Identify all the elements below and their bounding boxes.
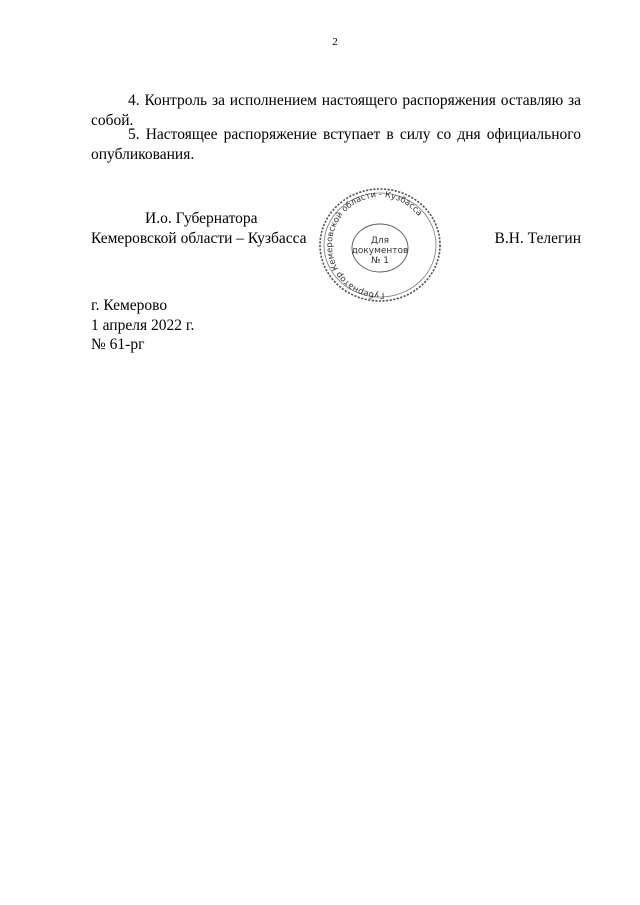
issue-date: 1 апреля 2022 г.	[91, 316, 195, 334]
stamp-center-line-2: документов	[351, 246, 409, 256]
stamp-ring-text: Губернатор Кемеровской области - Кузбасса	[323, 188, 425, 302]
issue-info	[91, 296, 194, 355]
stamp-center-line-3: № 1	[371, 256, 389, 266]
official-stamp	[315, 185, 445, 305]
issue-city: г. Кемерово	[91, 297, 168, 314]
stamp-center-line-1: Для	[370, 236, 390, 246]
signer-name: В.Н. Телегин	[494, 230, 581, 247]
signer-title-line-2: Кемеровской области – Кузбасса	[91, 230, 307, 247]
page-number: 2	[332, 36, 338, 48]
paragraph-5: 5. Настоящее распоряжение вступает в силу со дня официального опубликования.	[91, 126, 581, 163]
signer-title-line-1: И.о. Губернатора	[145, 210, 258, 227]
paragraph-4: 4. Контроль за исполнением настоящего распоряжения оставляю за собой.	[91, 92, 581, 129]
issue-number: № 61-рг	[91, 336, 145, 353]
